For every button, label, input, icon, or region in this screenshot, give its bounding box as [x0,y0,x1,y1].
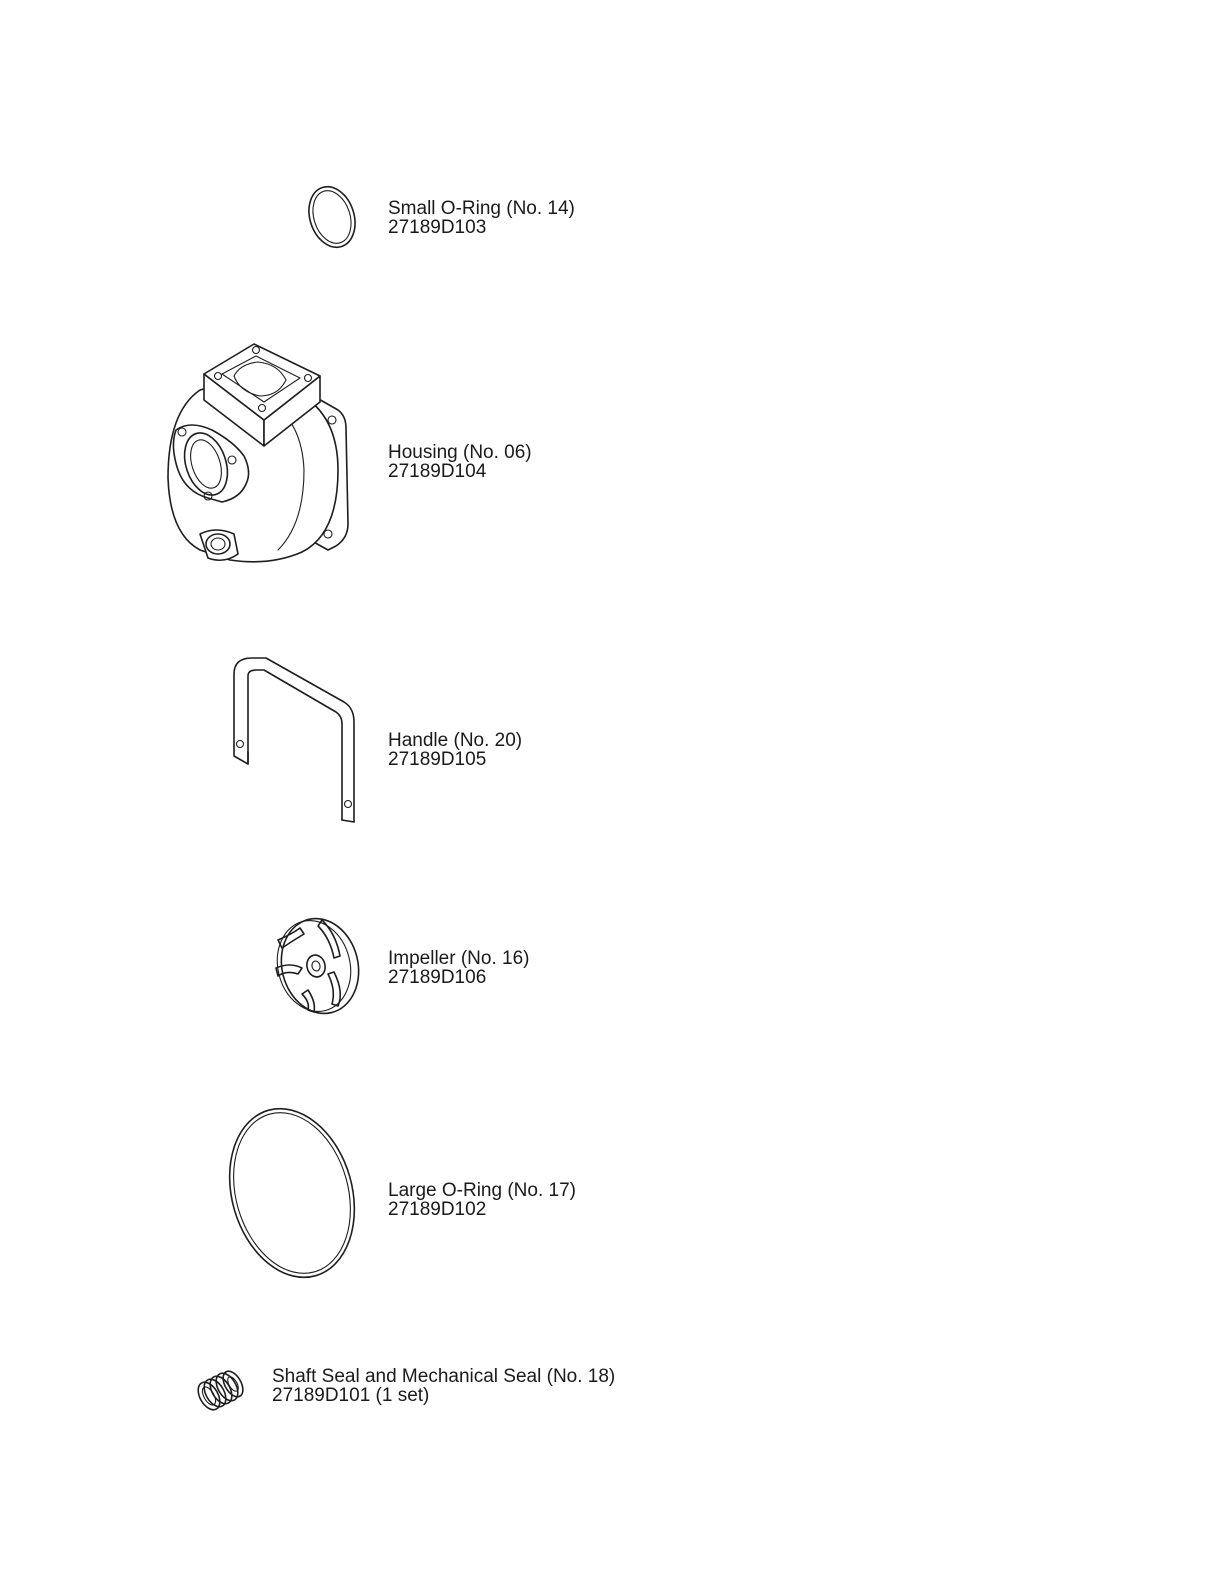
housing-icon [160,338,360,570]
part-name: Large O-Ring (No. 17) [388,1180,576,1201]
part-name: Housing (No. 06) [388,442,532,463]
part-name: Impeller (No. 16) [388,948,530,969]
part-number: 27189D105 [388,749,487,770]
part-name: Handle (No. 20) [388,730,523,751]
part-name: Small O-Ring (No. 14) [388,198,575,219]
large-o-ring-icon [220,1104,364,1282]
part-number: 27189D103 [388,217,487,238]
impeller-icon [264,910,364,1020]
handle-icon [226,652,366,828]
part-number: 27189D102 [388,1199,487,1220]
shaft-seal-icon [196,1366,246,1416]
small-o-ring-icon [300,180,364,252]
part-number: 27189D106 [388,967,487,988]
part-number: 27189D101 (1 set) [272,1385,430,1406]
part-name: Shaft Seal and Mechanical Seal (No. 18) [272,1366,616,1387]
part-number: 27189D104 [388,461,487,482]
